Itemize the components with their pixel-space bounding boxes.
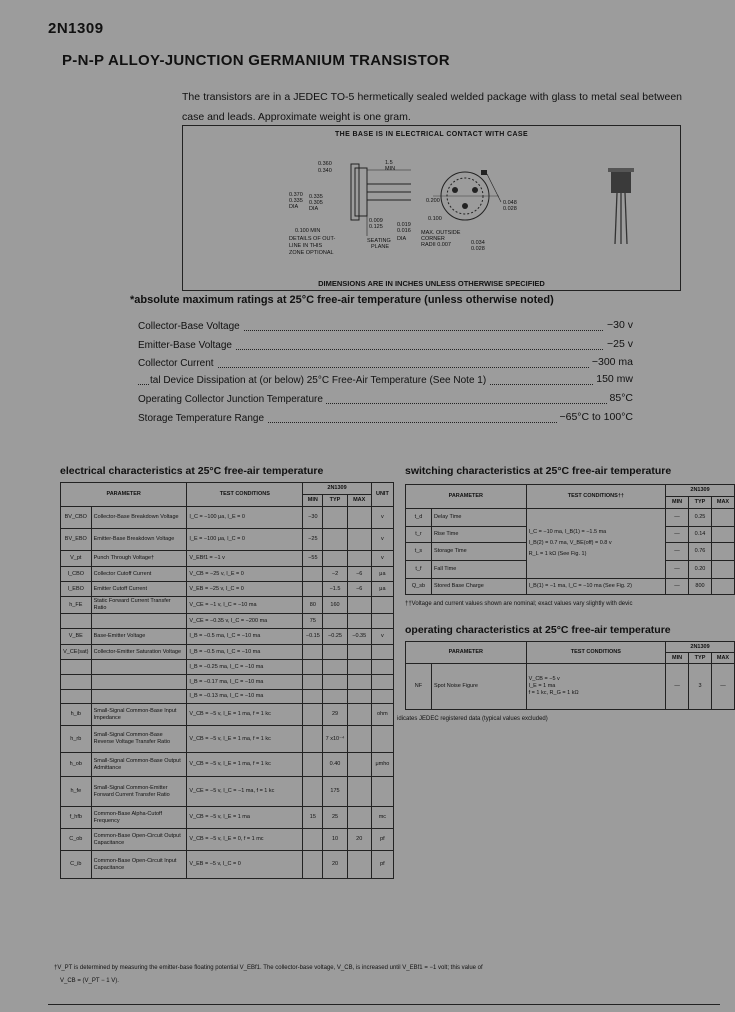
dim-label: ZONE OPTIONAL bbox=[289, 250, 334, 256]
unit-value bbox=[371, 726, 393, 753]
table-row bbox=[406, 509, 735, 527]
min-value bbox=[303, 582, 323, 597]
param-symbol: h_FE bbox=[61, 597, 92, 614]
param-name bbox=[91, 614, 187, 629]
min-value bbox=[303, 777, 323, 807]
param-name bbox=[91, 690, 187, 704]
table-row bbox=[61, 551, 394, 567]
param-name: Base-Emitter Voltage bbox=[91, 629, 187, 645]
jedec-note: idicates JEDEC registered data (typical values excluded) bbox=[397, 716, 548, 722]
test-conditions: I_B = −0.13 ma, I_C = −10 ma bbox=[187, 690, 303, 704]
base-contact-note: THE BASE IS IN ELECTRICAL CONTACT WITH CASE bbox=[334, 131, 529, 138]
electrical-rows bbox=[61, 507, 394, 879]
param-name bbox=[91, 660, 187, 675]
unit-value: ohm bbox=[371, 704, 393, 726]
param-symbol: h_ib bbox=[61, 704, 92, 726]
dim-label: SEATING bbox=[367, 238, 391, 244]
table-row bbox=[61, 582, 394, 597]
typ-value bbox=[323, 645, 347, 660]
min-value bbox=[303, 753, 323, 777]
rating-row bbox=[138, 340, 633, 354]
typ-value: 10 bbox=[323, 829, 347, 851]
param-symbol: t_f bbox=[406, 561, 432, 579]
max-value bbox=[347, 753, 371, 777]
unit-value: v bbox=[371, 529, 393, 551]
package-description: The transistors are in a JEDEC TO-5 hermetically sealed welded package with glass to metal seal between case and leads. Approximate weight is one gram. bbox=[182, 91, 682, 123]
param-symbol: BV_EBO bbox=[61, 529, 92, 551]
max-value bbox=[347, 529, 371, 551]
typ-value: 3 bbox=[689, 664, 712, 710]
dim-label: 0.370 bbox=[289, 192, 303, 198]
unit-value bbox=[371, 660, 393, 675]
col-max: MAX bbox=[711, 497, 734, 509]
typ-value: 0.40 bbox=[323, 753, 347, 777]
max-value bbox=[347, 507, 371, 529]
min-value: 75 bbox=[303, 614, 323, 629]
table-row bbox=[61, 597, 394, 614]
unit-value bbox=[371, 777, 393, 807]
condition-line: I_B(2) = 0.7 ma, V_BE(off) = 0.8 v bbox=[528, 540, 612, 546]
rating-value: 150 mw bbox=[593, 373, 633, 385]
test-conditions: I_B(1) = −1 ma, I_C = −10 ma (See Fig. 2) bbox=[526, 579, 666, 595]
col-conditions: TEST CONDITIONS bbox=[526, 642, 666, 664]
dim-label: 0.335 bbox=[309, 194, 323, 200]
rating-label: tal Device Dissipation at (or below) 25°C Free-Air Temperature (See Note 1) bbox=[150, 375, 489, 386]
unit-value: v bbox=[371, 507, 393, 529]
typ-value: −0.25 bbox=[323, 629, 347, 645]
min-value: −25 bbox=[303, 529, 323, 551]
typ-value: 0.14 bbox=[689, 527, 712, 543]
max-value bbox=[347, 645, 371, 660]
min-value bbox=[303, 851, 323, 879]
typ-value bbox=[323, 614, 347, 629]
table-row bbox=[61, 529, 394, 551]
dim-label: 0.100 MIN bbox=[295, 228, 321, 234]
operating-heading: operating characteristics at 25°C free-air temperature bbox=[405, 624, 671, 636]
param-symbol: NF bbox=[406, 664, 432, 710]
col-parameter: PARAMETER bbox=[406, 485, 527, 509]
rating-value: −30 v bbox=[604, 319, 633, 331]
max-value bbox=[347, 551, 371, 567]
col-typ: TYP bbox=[689, 497, 712, 509]
typ-value bbox=[323, 660, 347, 675]
max-value bbox=[347, 807, 371, 829]
min-value bbox=[303, 829, 323, 851]
col-typ: TYP bbox=[323, 495, 347, 507]
dim-label: RADII 0.007 bbox=[421, 242, 451, 248]
unit-value: v bbox=[371, 629, 393, 645]
table-row bbox=[61, 629, 394, 645]
unit-value bbox=[371, 675, 393, 690]
condition-line: V_CB = −5 v bbox=[528, 676, 560, 682]
rating-row bbox=[138, 375, 633, 389]
table-row bbox=[406, 664, 735, 710]
test-conditions: V_EB = −25 v, I_C = 0 bbox=[187, 582, 303, 597]
param-name: Static Forward Current Transfer Ratio bbox=[91, 597, 187, 614]
electrical-heading: electrical characteristics at 25°C free-air temperature bbox=[60, 465, 324, 477]
dim-label: 0.200 bbox=[426, 198, 440, 204]
tab bbox=[481, 170, 487, 175]
typ-value: 29 bbox=[323, 704, 347, 726]
photo-lead-3 bbox=[625, 193, 627, 244]
table-row bbox=[61, 660, 394, 675]
col-min: MIN bbox=[666, 653, 689, 664]
max-value: −6 bbox=[347, 582, 371, 597]
rating-label: Emitter-Base Voltage bbox=[138, 340, 235, 351]
max-value bbox=[347, 675, 371, 690]
param-name: Delay Time bbox=[431, 509, 526, 527]
test-conditions: V_CB = −5 v, I_E = 1 ma, f = 1 kc bbox=[187, 753, 303, 777]
typ-value: 20 bbox=[323, 851, 347, 879]
min-value bbox=[303, 660, 323, 675]
max-value bbox=[347, 726, 371, 753]
typ-value bbox=[323, 690, 347, 704]
part-number: 2N1309 bbox=[48, 20, 104, 37]
table-row bbox=[61, 507, 394, 529]
pin-2 bbox=[472, 187, 478, 193]
condition-line: I_C = −10 ma, I_B(1) = −1.5 ma bbox=[528, 529, 607, 535]
col-conditions: TEST CONDITIONS bbox=[187, 483, 303, 507]
typ-value: 800 bbox=[689, 579, 712, 595]
rating-value: −65°C to 100°C bbox=[557, 411, 634, 423]
condition-line: I_E = 1 ma bbox=[528, 683, 556, 689]
max-value: −6 bbox=[347, 567, 371, 582]
typ-value bbox=[323, 675, 347, 690]
switching-heading: switching characteristics at 25°C free-air temperature bbox=[405, 465, 672, 477]
param-name: Small-Signal Common-Base Reverse Voltage Transfer Ratio bbox=[91, 726, 187, 753]
dim-label: 0.016 bbox=[397, 228, 411, 234]
min-value bbox=[303, 704, 323, 726]
outline-drawing bbox=[183, 126, 680, 290]
dim-label: 0.009 bbox=[369, 218, 383, 224]
param-name: Storage Time bbox=[431, 543, 526, 561]
dim-label: 0.100 bbox=[428, 216, 442, 222]
typ-value bbox=[323, 507, 347, 529]
max-value bbox=[711, 561, 734, 579]
min-value: — bbox=[666, 561, 689, 579]
typ-value bbox=[323, 529, 347, 551]
dim-label: 0.034 bbox=[471, 240, 485, 246]
condition-line: f = 1 kc, R_G = 1 kΩ bbox=[528, 690, 579, 696]
table-row bbox=[61, 567, 394, 582]
max-value: 20 bbox=[347, 829, 371, 851]
max-value: — bbox=[712, 664, 735, 710]
dim-label: 0.335 bbox=[289, 198, 303, 204]
col-device: 2N1309 bbox=[303, 483, 372, 495]
table-row bbox=[61, 807, 394, 829]
dim-label: MIN bbox=[385, 166, 396, 172]
unit-value: mc bbox=[371, 807, 393, 829]
col-max: MAX bbox=[712, 653, 735, 664]
col-typ: TYP bbox=[689, 653, 712, 664]
dimensions-note: DIMENSIONS ARE IN INCHES UNLESS OTHERWISE SPECIFIED bbox=[318, 279, 545, 288]
table-row bbox=[61, 777, 394, 807]
table-row bbox=[61, 851, 394, 879]
min-value bbox=[303, 567, 323, 582]
param-symbol bbox=[61, 614, 92, 629]
typ-value: 175 bbox=[323, 777, 347, 807]
param-name: Rise Time bbox=[431, 527, 526, 543]
unit-value: μmho bbox=[371, 753, 393, 777]
param-name: Collector-Base Breakdown Voltage bbox=[91, 507, 187, 529]
rating-label: Operating Collector Junction Temperature bbox=[138, 394, 326, 405]
table-row bbox=[61, 829, 394, 851]
test-conditions: I_E = −100 μa, I_C = 0 bbox=[187, 529, 303, 551]
ratings-heading: *absolute maximum ratings at 25°C free-air temperature (unless otherwise noted) bbox=[130, 294, 554, 306]
min-value: — bbox=[666, 579, 689, 595]
rating-label: Collector Current bbox=[138, 358, 217, 369]
typ-value: 0.76 bbox=[689, 543, 712, 561]
page-title: P-N-P ALLOY-JUNCTION GERMANIUM TRANSISTOR bbox=[62, 52, 450, 69]
param-symbol bbox=[61, 675, 92, 690]
min-value: 80 bbox=[303, 597, 323, 614]
param-symbol: h_fe bbox=[61, 777, 92, 807]
condition-line: R_L = 1 kΩ (See Fig. 1) bbox=[528, 551, 587, 557]
max-value bbox=[347, 851, 371, 879]
dim-label: 0.048 bbox=[503, 200, 517, 206]
param-symbol: f_hfb bbox=[61, 807, 92, 829]
rating-value: 85°C bbox=[607, 392, 633, 404]
operating-table bbox=[405, 641, 735, 710]
rating-value: −25 v bbox=[604, 338, 633, 350]
test-conditions: V_CB = −25 v, I_E = 0 bbox=[187, 567, 303, 582]
test-conditions: V_CB = −5 v, I_E = 0, f = 1 mc bbox=[187, 829, 303, 851]
test-conditions: V_CB = −5 v, I_E = 1 ma, f = 1 kc bbox=[187, 704, 303, 726]
min-value: −55 bbox=[303, 551, 323, 567]
dim-label: CORNER bbox=[421, 236, 445, 242]
dim-label: DIA bbox=[289, 204, 299, 210]
max-value bbox=[347, 660, 371, 675]
typ-value: 160 bbox=[323, 597, 347, 614]
min-value: — bbox=[666, 527, 689, 543]
table-row bbox=[61, 753, 394, 777]
param-name: Common-Base Alpha-Cutoff Frequency bbox=[91, 807, 187, 829]
param-symbol: h_ob bbox=[61, 753, 92, 777]
test-conditions: V_CE = −1 v, I_C = −10 ma bbox=[187, 597, 303, 614]
min-value bbox=[303, 645, 323, 660]
param-symbol: C_ib bbox=[61, 851, 92, 879]
col-device: 2N1309 bbox=[666, 642, 735, 653]
min-value bbox=[303, 690, 323, 704]
pin-3 bbox=[462, 203, 468, 209]
max-value bbox=[347, 777, 371, 807]
table-row bbox=[61, 614, 394, 629]
param-symbol: I_CBO bbox=[61, 567, 92, 582]
param-name: Emitter-Base Breakdown Voltage bbox=[91, 529, 187, 551]
mechanical-outline bbox=[182, 125, 681, 291]
dim-label: MAX. OUTSIDE bbox=[421, 230, 461, 236]
min-value bbox=[303, 675, 323, 690]
dim-label: 0.028 bbox=[471, 246, 485, 252]
min-value bbox=[303, 726, 323, 753]
param-name: Small-Signal Common-Base Output Admittance bbox=[91, 753, 187, 777]
param-name: Punch Through Voltage† bbox=[91, 551, 187, 567]
dim-label: 0.340 bbox=[318, 168, 332, 174]
rating-label: Collector-Base Voltage bbox=[138, 321, 243, 332]
dim-label: DIA bbox=[397, 236, 407, 242]
unit-value bbox=[371, 690, 393, 704]
min-value: 15 bbox=[303, 807, 323, 829]
test-conditions: V_EB = −5 v, I_C = 0 bbox=[187, 851, 303, 879]
unit-value bbox=[371, 597, 393, 614]
param-symbol: t_r bbox=[406, 527, 432, 543]
dim-label: 0.305 bbox=[309, 200, 323, 206]
param-symbol: V_BE bbox=[61, 629, 92, 645]
test-conditions: I_B = −0.25 ma, I_C = −10 ma bbox=[187, 660, 303, 675]
rating-value: −300 ma bbox=[589, 356, 633, 368]
test-conditions: V_CB = −5 v, I_E = 1 ma bbox=[187, 807, 303, 829]
table-row bbox=[61, 645, 394, 660]
max-value bbox=[711, 579, 734, 595]
col-min: MIN bbox=[666, 497, 689, 509]
unit-value: pf bbox=[371, 851, 393, 879]
param-symbol: Q_sb bbox=[406, 579, 432, 595]
param-symbol: I_EBO bbox=[61, 582, 92, 597]
dim-label: PLANE bbox=[371, 244, 390, 250]
photo-can bbox=[611, 171, 631, 193]
typ-value bbox=[323, 551, 347, 567]
table-row bbox=[406, 579, 735, 595]
param-symbol: h_rb bbox=[61, 726, 92, 753]
test-conditions: I_B = −0.17 ma, I_C = −10 ma bbox=[187, 675, 303, 690]
rating-label: Storage Temperature Range bbox=[138, 413, 267, 424]
table-row bbox=[61, 726, 394, 753]
unit-value bbox=[371, 614, 393, 629]
param-symbol: BV_CBO bbox=[61, 507, 92, 529]
param-symbol: t_d bbox=[406, 509, 432, 527]
punch-through-footnote-2: V_CB = (V_PT − 1 V). bbox=[60, 978, 119, 984]
rating-row bbox=[138, 321, 633, 335]
test-conditions: I_B = −0.5 ma, I_C = −10 ma bbox=[187, 645, 303, 660]
typ-value: 7 x10⁻⁴ bbox=[323, 726, 347, 753]
unit-value: μa bbox=[371, 582, 393, 597]
unit-value: pf bbox=[371, 829, 393, 851]
max-value bbox=[347, 597, 371, 614]
param-name: Collector-Emitter Saturation Voltage bbox=[91, 645, 187, 660]
param-name: Fall Time bbox=[431, 561, 526, 579]
param-name: Common-Base Open-Circuit Output Capacitance bbox=[91, 829, 187, 851]
test-conditions: I_B = −0.5 ma, I_C = −10 ma bbox=[187, 629, 303, 645]
switching-table bbox=[405, 484, 735, 595]
col-max: MAX bbox=[347, 495, 371, 507]
max-value bbox=[711, 527, 734, 543]
param-symbol bbox=[61, 660, 92, 675]
min-value: — bbox=[666, 664, 689, 710]
param-name: Small-Signal Common-Emitter Forward Current Transfer Ratio bbox=[91, 777, 187, 807]
test-conditions bbox=[526, 664, 666, 710]
table-row bbox=[61, 675, 394, 690]
typ-value: −1.5 bbox=[323, 582, 347, 597]
dim-label: 0.019 bbox=[397, 222, 411, 228]
electrical-table bbox=[60, 482, 394, 879]
test-conditions: V_CB = −5 v, I_E = 1 ma, f = 1 kc bbox=[187, 726, 303, 753]
max-value bbox=[711, 543, 734, 561]
max-value bbox=[347, 614, 371, 629]
test-conditions: I_C = −100 μa, I_E = 0 bbox=[187, 507, 303, 529]
pin-1 bbox=[452, 187, 458, 193]
photo-can-top bbox=[608, 168, 634, 172]
min-value: — bbox=[666, 509, 689, 527]
switching-rows bbox=[406, 509, 735, 595]
typ-value: 25 bbox=[323, 807, 347, 829]
min-value: — bbox=[666, 543, 689, 561]
rating-row bbox=[138, 394, 633, 408]
max-value bbox=[711, 509, 734, 527]
max-value bbox=[347, 690, 371, 704]
dim-label: 0.028 bbox=[503, 206, 517, 212]
unit-value: v bbox=[371, 551, 393, 567]
param-name: Stored Base Charge bbox=[431, 579, 526, 595]
bottom-rule bbox=[48, 1004, 720, 1005]
can-body bbox=[355, 168, 367, 216]
param-name: Spot Noise Figure bbox=[431, 664, 526, 710]
rating-row bbox=[138, 358, 633, 372]
col-parameter: PARAMETER bbox=[61, 483, 187, 507]
test-conditions: V_CE = −0.35 v, I_C = −200 ma bbox=[187, 614, 303, 629]
photo-lead-1 bbox=[615, 193, 617, 244]
dim-label: 1.5 bbox=[385, 160, 393, 166]
test-conditions bbox=[526, 509, 666, 579]
param-name bbox=[91, 675, 187, 690]
min-value: −0.15 bbox=[303, 629, 323, 645]
test-conditions: V_CE = −5 v, I_C = −1 ma, f = 1 kc bbox=[187, 777, 303, 807]
rating-row bbox=[138, 413, 633, 427]
table-row bbox=[61, 704, 394, 726]
col-min: MIN bbox=[303, 495, 323, 507]
switching-footnote: ††Voltage and current values shown are nominal; exact values vary slightly with devic bbox=[405, 601, 633, 607]
dim-label: 0.125 bbox=[369, 224, 383, 230]
unit-value bbox=[371, 645, 393, 660]
typ-value: 0.25 bbox=[689, 509, 712, 527]
param-symbol: t_s bbox=[406, 543, 432, 561]
param-name: Emitter Cutoff Current bbox=[91, 582, 187, 597]
dim-label: DIA bbox=[309, 206, 319, 212]
unit-value: μa bbox=[371, 567, 393, 582]
min-value: −30 bbox=[303, 507, 323, 529]
table-row bbox=[61, 690, 394, 704]
param-symbol: V_pt bbox=[61, 551, 92, 567]
punch-through-footnote: †V_PT is determined by measuring the emitter-base floating potential V_EBf1. The collector-base voltage, V_CB, is increased until V_EBf1 = −1 volt; this value of bbox=[54, 965, 483, 971]
param-name: Common-Base Open-Circuit Input Capacitance bbox=[91, 851, 187, 879]
col-parameter: PARAMETER bbox=[406, 642, 527, 664]
dim-label: LINE IN THIS bbox=[289, 243, 323, 249]
typ-value: 0.20 bbox=[689, 561, 712, 579]
param-symbol bbox=[61, 690, 92, 704]
param-symbol: V_CE(sat) bbox=[61, 645, 92, 660]
max-value bbox=[347, 704, 371, 726]
dim-label: 0.360 bbox=[318, 161, 332, 167]
param-symbol: C_ob bbox=[61, 829, 92, 851]
col-unit: UNIT bbox=[371, 483, 393, 507]
max-value: −0.35 bbox=[347, 629, 371, 645]
typ-value: −2 bbox=[323, 567, 347, 582]
col-conditions: TEST CONDITIONS†† bbox=[526, 485, 666, 509]
param-name: Small-Signal Common-Base Input Impedance bbox=[91, 704, 187, 726]
param-name: Collector Cutoff Current bbox=[91, 567, 187, 582]
col-device: 2N1309 bbox=[666, 485, 735, 497]
dim-label: DETAILS OF OUT- bbox=[289, 236, 336, 242]
test-conditions: V_EBf1 = −1 v bbox=[187, 551, 303, 567]
